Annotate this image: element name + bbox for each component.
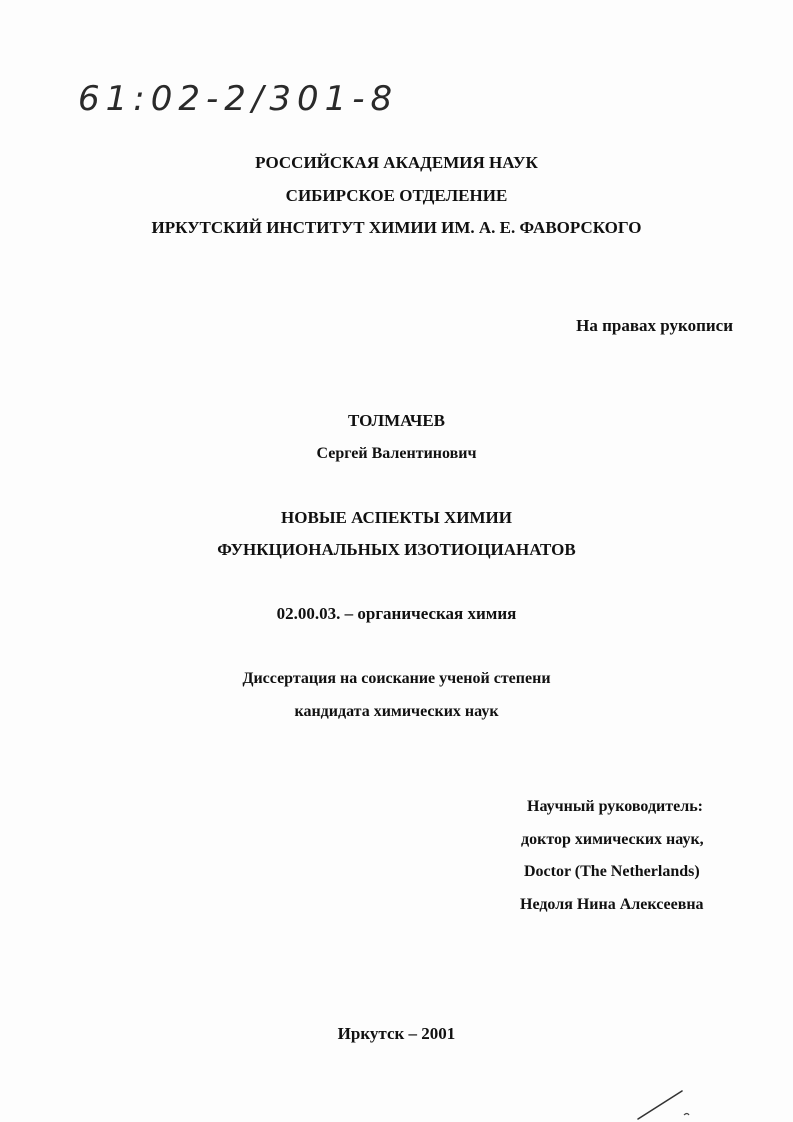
pen-mark [630, 1085, 700, 1122]
handwritten-code-text: 61:02-2/301-8 [78, 79, 398, 119]
supervisor-foreign-degree: Doctor (The Netherlands) [524, 863, 700, 880]
author-name: Сергей Валентинович [316, 445, 477, 462]
header-academy: РОССИЙСКАЯ АКАДЕМИЯ НАУК [255, 153, 538, 172]
degree-line-2: кандидата химических наук [294, 703, 499, 720]
specialty: 02.00.03. – органическая химия [276, 604, 517, 623]
title-line-1: НОВЫЕ АСПЕКТЫ ХИМИИ [281, 508, 512, 527]
supervisor-label: Научный руководитель: [527, 798, 703, 815]
header-institute: ИРКУТСКИЙ ИНСТИТУТ ХИМИИ ИМ. А. Е. ФАВОРСКОГО [151, 218, 642, 237]
place-and-year: Иркутск – 2001 [337, 1024, 456, 1043]
header-branch: СИБИРСКОЕ ОТДЕЛЕНИЕ [285, 186, 508, 205]
title-line-2: ФУНКЦИОНАЛЬНЫХ ИЗОТИОЦИАНАТОВ [217, 540, 576, 559]
manuscript-note: На правах рукописи [576, 316, 733, 335]
supervisor-name: Недоля Нина Алексеевна [520, 896, 704, 913]
author-surname: ТОЛМАЧЕВ [347, 411, 446, 430]
supervisor-degree: доктор химических наук, [521, 831, 704, 848]
degree-line-1: Диссертация на соискание ученой степени [242, 670, 551, 687]
handwritten-archive-code [78, 72, 398, 122]
